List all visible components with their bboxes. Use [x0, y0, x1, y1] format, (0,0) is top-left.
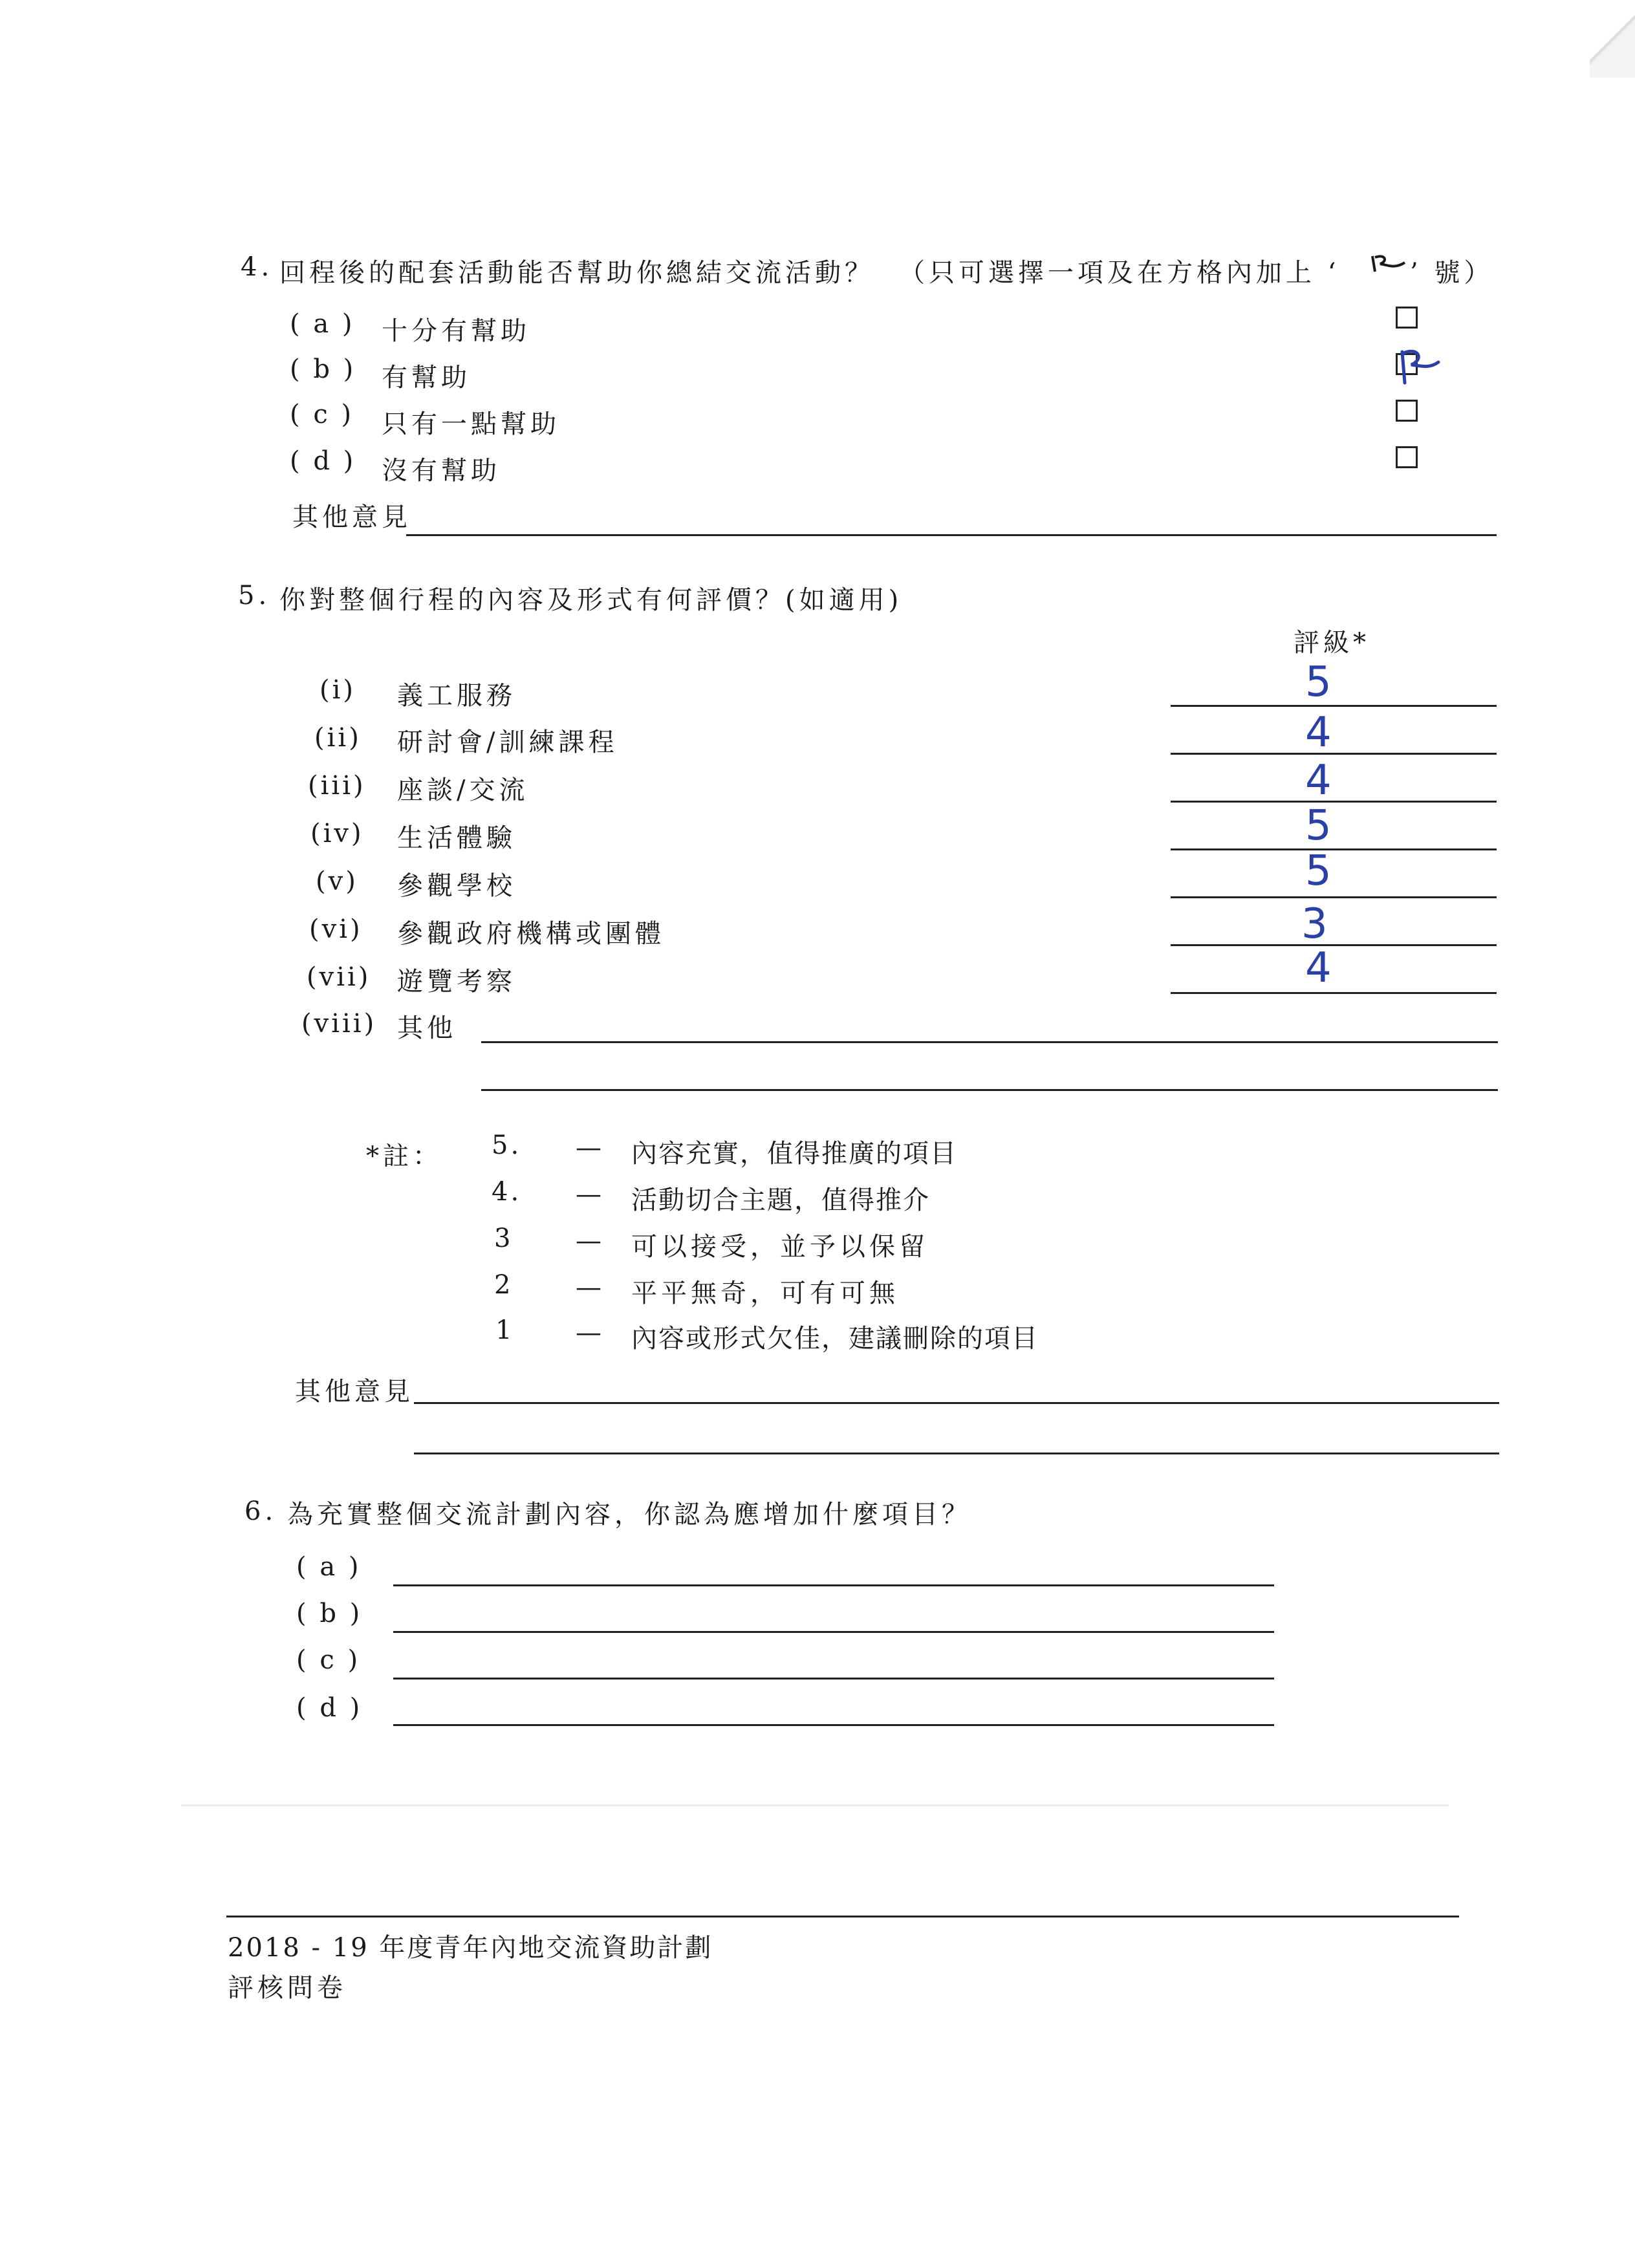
q5-rating-line[interactable]: [1171, 848, 1497, 850]
show-through: [181, 1804, 1449, 1806]
q5-item-key: (ii): [314, 723, 362, 753]
scale-desc: 內容或形式欠佳，建議刪除的項目: [631, 1324, 1039, 1354]
scale-score: 5.: [492, 1130, 522, 1160]
q4-option-key: ( d ): [290, 446, 356, 476]
scale-score: 4.: [492, 1177, 522, 1207]
q4-checkbox-a[interactable]: [1396, 307, 1418, 329]
q4-option-label: 十分有幫助: [382, 316, 530, 346]
q5-item-key: (iii): [308, 771, 366, 801]
scale-desc: 平平無奇，可有可無: [631, 1279, 899, 1308]
q5-rating-value: 4: [1305, 944, 1332, 992]
footer-line-2: 評核問卷: [228, 1973, 347, 2003]
q6-option-key: ( b ): [296, 1599, 363, 1628]
handwritten-check-icon: [1391, 343, 1442, 388]
q6-answer-line-c[interactable]: [393, 1678, 1274, 1679]
q5-item-label: 義工服務: [397, 681, 516, 711]
q6-answer-line-a[interactable]: [393, 1584, 1274, 1586]
q5-other-comment-line[interactable]: [414, 1453, 1499, 1454]
scale-score: 1: [495, 1315, 515, 1345]
q5-rating-line[interactable]: [1171, 705, 1497, 707]
q5-item-key: (v): [316, 867, 358, 896]
q5-item-key: (viii): [301, 1009, 377, 1039]
q5-item-key: (i): [319, 675, 356, 705]
footer-line-1: 2018 - 19 年度青年內地交流資助計劃: [228, 1933, 713, 1963]
q5-question: 你對整個行程的內容及形式有何評價？(如適用): [279, 585, 903, 615]
q4-checkbox-d[interactable]: [1396, 446, 1418, 468]
scale-dash: —: [576, 1318, 605, 1348]
q4-checkbox-c[interactable]: [1396, 400, 1418, 422]
q4-option-key: ( a ): [290, 309, 355, 339]
q5-rating-value: 3: [1301, 900, 1328, 948]
q5-rating-line[interactable]: [1171, 896, 1497, 898]
q5-item-label: 參觀學校: [397, 871, 516, 901]
q5-rating-header: 評級*: [1294, 628, 1370, 658]
scale-dash: —: [576, 1226, 605, 1256]
q5-item-label: 研討會/訓練課程: [397, 728, 618, 757]
q5-item-label: 遊覽考察: [397, 967, 516, 997]
tick-symbol-icon: [1366, 250, 1411, 282]
q5-note-label: *註：: [366, 1141, 442, 1171]
q4-other-line[interactable]: [406, 534, 1497, 536]
q6-option-key: ( a ): [296, 1552, 362, 1582]
q4-instruction: （只可選擇一項及在方格內加上 ‘: [899, 258, 1340, 288]
q4-option-key: ( b ): [290, 354, 356, 384]
q6-question: 為充實整個交流計劃內容，你認為應增加什麼項目？: [287, 1500, 971, 1529]
scale-dash: —: [576, 1273, 605, 1302]
q5-other-comment-line[interactable]: [414, 1402, 1499, 1404]
q5-item-key: (vi): [309, 914, 363, 944]
q4-other-label: 其他意見: [292, 502, 411, 532]
q6-option-key: ( c ): [296, 1645, 361, 1675]
scale-desc: 可以接受，並予以保留: [631, 1232, 929, 1262]
scale-score: 2: [494, 1270, 514, 1300]
scale-desc: 活動切合主題，值得推介: [631, 1185, 930, 1215]
scale-desc: 內容充實，值得推廣的項目: [631, 1139, 957, 1169]
q4-number: 4.: [241, 252, 274, 282]
q5-item-label: 其他: [397, 1013, 457, 1043]
q5-number: 5.: [238, 581, 271, 610]
scale-dash: —: [576, 1180, 605, 1209]
q5-item-label: 座談/交流: [397, 775, 529, 805]
scale-dash: —: [576, 1133, 605, 1163]
q6-number: 6.: [244, 1496, 277, 1526]
q6-option-key: ( d ): [296, 1693, 363, 1723]
q5-rating-value: 4: [1305, 757, 1332, 805]
q5-other-line[interactable]: [481, 1089, 1498, 1091]
q5-item-label: 生活體驗: [397, 823, 516, 853]
footer-rule: [226, 1916, 1459, 1917]
q5-other-line[interactable]: [481, 1041, 1498, 1043]
q4-option-label: 有幫助: [382, 363, 471, 393]
q5-rating-line[interactable]: [1171, 992, 1497, 994]
q5-item-label: 參觀政府機構或團體: [397, 919, 665, 949]
q6-answer-line-d[interactable]: [393, 1724, 1274, 1726]
q5-rating-value: 5: [1305, 802, 1332, 850]
q5-rating-line[interactable]: [1171, 801, 1497, 803]
q5-rating-line[interactable]: [1171, 944, 1497, 946]
scale-score: 3: [494, 1224, 514, 1253]
q4-option-label: 沒有幫助: [382, 456, 501, 486]
q5-other-label: 其他意見: [295, 1377, 414, 1407]
q4-option-label: 只有一點幫助: [382, 409, 560, 439]
q5-item-key: (iv): [310, 819, 364, 848]
q5-rating-value: 5: [1305, 658, 1332, 706]
q5-rating-line[interactable]: [1171, 753, 1497, 755]
q4-option-key: ( c ): [290, 400, 354, 429]
q4-instruction-end: ’ 號）: [1410, 258, 1494, 288]
q5-item-key: (vii): [307, 962, 371, 992]
q5-rating-value: 4: [1305, 709, 1332, 757]
page-fold: [1590, 0, 1635, 78]
q4-question: 回程後的配套活動能否幫助你總結交流活動？: [279, 258, 874, 288]
q6-answer-line-b[interactable]: [393, 1631, 1274, 1633]
q5-rating-value: 5: [1305, 847, 1332, 895]
